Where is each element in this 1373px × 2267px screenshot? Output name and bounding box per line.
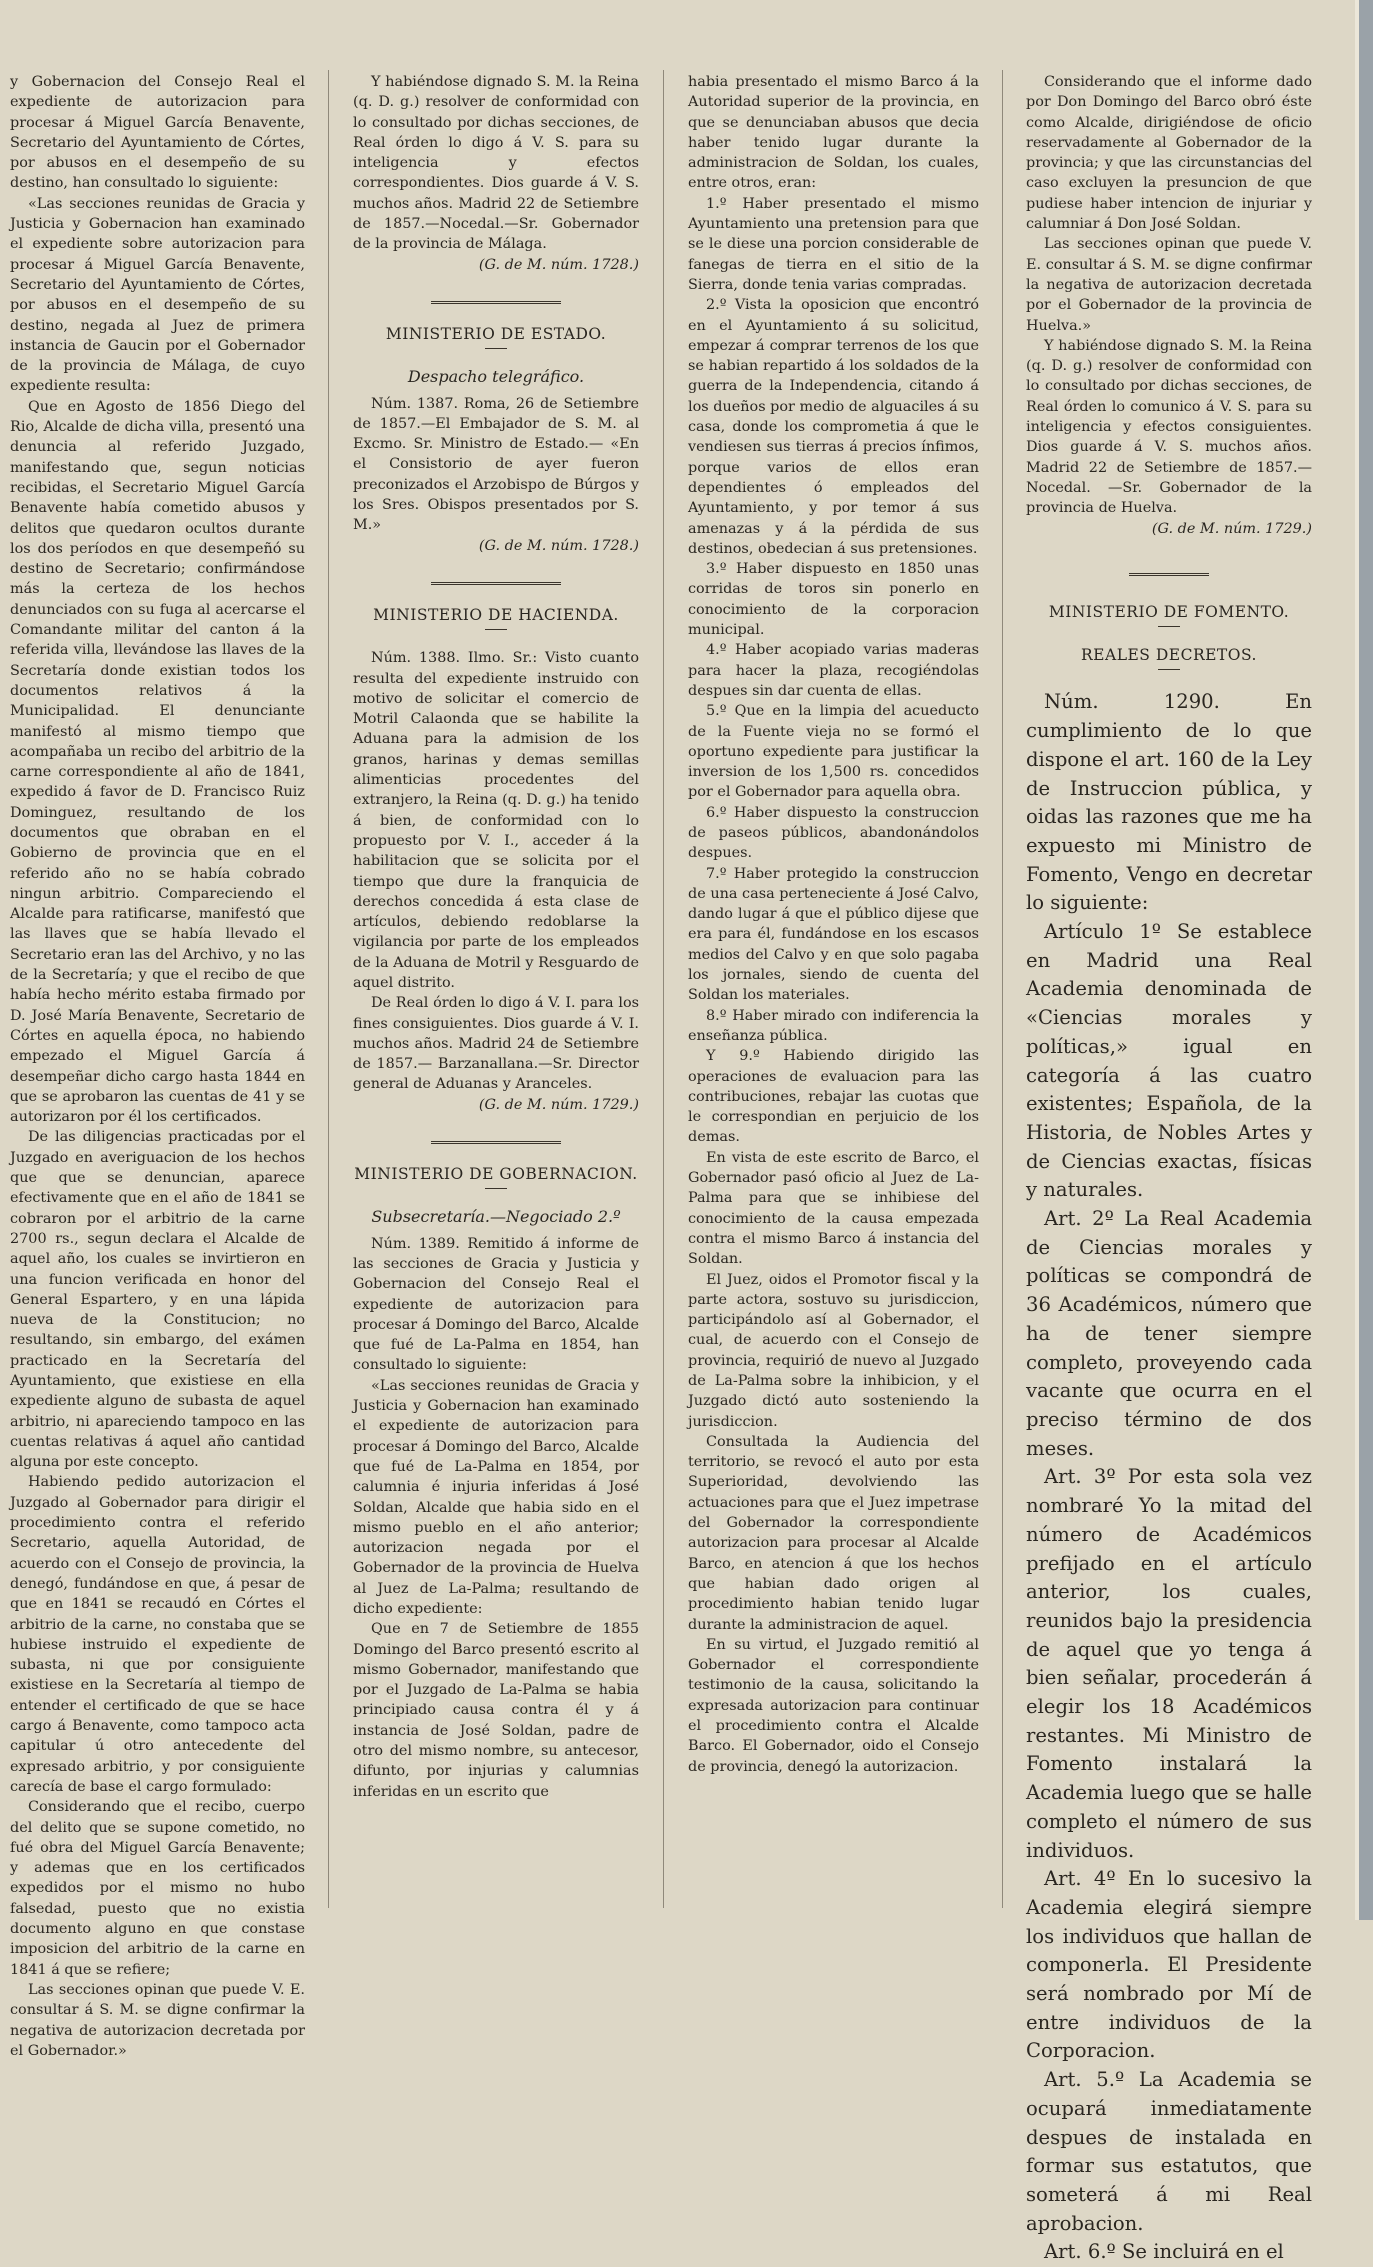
paragraph: 6.º Haber dispuesto la construccion de paseos públicos, abandonándolos despues. (688, 804, 979, 862)
paragraph: Art. 2º La Real Academia de Ciencias morales y políticas se compondrá de 36 Académicos, número que ha de tener siempre completo, proveyendo cada vacante que ocurra en el preciso término de dos meses. (1026, 1207, 1312, 1460)
heading-dash (1158, 669, 1180, 670)
scan-background-edge (1359, 0, 1373, 1920)
paragraph: De Real órden lo digo á V. I. para los fines consiguientes. Dios guarde á V. I. muchos años. Madrid 24 de Setiembre de 1857.— Barzanallana.—Sr. Director general de Aduanas y Aranceles. (353, 995, 639, 1093)
column-4 (1026, 72, 1312, 2264)
paragraph: Art. 4º En lo sucesivo la Academia elegirá siempre los individuos que hallan de componerla. El Presidente será nombrado por Mí de entre individuos de la Corporacion. (1026, 1867, 1312, 2063)
source-citation: (G. de M. núm. 1728.) (478, 537, 639, 554)
paragraph: 1.º Haber presentado el mismo Ayuntamiento una pretension para que se le diese una porcion considerable de fanegas de tierra en el sitio de la Sierra, donde tenia varias compradas. (688, 195, 979, 293)
column-1 (10, 72, 305, 2059)
heading-dash (485, 1188, 507, 1189)
paragraph: habia presentado el mismo Barco á la Autoridad superior de la provincia, en que se denunciaban abusos que decia haber tenido lugar durante la administracion de Soldan, los cuales, entre otros, eran: (688, 74, 979, 192)
paragraph: Art. 3º Por esta sola vez nombraré Yo la mitad del número de Académicos prefijado en el artículo anterior, los cuales, reunidos bajo la presidencia de aquel que yo tenga á bien señalar, procederán á elegir los 18 Académicos restantes. Mi Ministro de Fomento instalará la Academia luego que se halle completo el número de sus individuos. (1026, 1465, 1312, 1862)
paragraph: Núm. 1387. Roma, 26 de Setiembre de 1857.—El Embajador de S. M. al Excmo. Sr. Ministro de Estado.— «En el Consistorio de ayer fueron preconizados el Arzobispo de Búrgos y los Sres. Obispos presentados por S. M.» (353, 395, 639, 534)
paragraph: Habiendo pedido autorizacion el Juzgado al Gobernador para dirigir el procedimiento contra el referido Secretario, aquella Autoridad, de acuerdo con el Consejo de provincia, la denegó, fundándose en que, á pesar de que en 1841 se recaudó en Córtes el arbitrio de la carne, no constaba que se hubiese instruido el expediente de subasta, ni que por consiguiente existiese en la Secretaría al tiempo de entender el certificado de que se hace cargo á Benavente, como tampoco acta capitular ú otro antecedente del expresado arbitrio, y por consiguiente carecía de base el cargo formulado: (10, 1474, 305, 1795)
paragraph: Y habiéndose dignado S. M. la Reina (q. D. g.) resolver de conformidad con lo consultado por dichas secciones, de Real órden lo comunico á V. S. para su inteligencia y efectos consiguientes. Dios guarde á V. S. muchos años. Madrid 22 de Setiembre de 1857.—Nocedal. —Sr. Gobernador de la provincia de Huelva. (1026, 337, 1312, 517)
column-divider (1002, 70, 1003, 1908)
column-2 (353, 72, 639, 1912)
paragraph: En vista de este escrito de Barco, el Gobernador pasó oficio al Juez de La-Palma para que se inhibiese del conocimiento de la causa empezada contra el mismo Barco á instancia del Soldan. (688, 1149, 979, 1268)
section-rule (431, 582, 561, 585)
section-subheading: Despacho telegráfico. (407, 367, 585, 387)
paragraph: Núm. 1290. En cumplimiento de lo que dispone el art. 160 de la Ley de Instruccion pública, y oidas las razones que me ha expuesto mi Ministro de Fomento, Vengo en decretar lo siguiente: (1026, 690, 1312, 915)
heading-dash (485, 629, 507, 630)
paragraph: «Las secciones reunidas de Gracia y Justicia y Gobernacion han examinado el expediente de autorizacion para procesar á Domingo del Barco, Alcalde que fué de La-Palma en 1854, por calumnia é injuria inferidas á José Soldan, Alcalde que habia sido en el mismo pueblo en el año anterior; autorizacion negada por el Gobernador de la provincia de Huelva al Juez de La-Palma; resultando de dicho expediente: (353, 1377, 639, 1617)
section-rule (1129, 573, 1209, 576)
paragraph: Art. 6.º Se incluirá en el (1044, 2240, 1284, 2264)
paragraph: Considerando que el recibo, cuerpo del delito que se supone cometido, no fué obra del Miguel García Benavente; y ademas que en los certificados expedidos por el mismo no hubo falsedad, puesto que no existia documento alguno en que constase imposicion del arbitrio de la carne en 1841 á que se refiere; (10, 1799, 305, 1978)
paragraph: Consultada la Audiencia del territorio, se revocó el auto por esta Superioridad, devolviendo las actuaciones para que el Juez impetrase del Gobernador la correspondiente autorizacion para procesar al Alcalde Barco, en atencion á que los hechos que habian dado origen al procedimiento habian tenido lugar durante la administracion de aquel. (688, 1433, 979, 1633)
paragraph: «Las secciones reunidas de Gracia y Justicia y Gobernacion han examinado el expediente sobre autorizacion para procesar á Miguel García Benavente, Secretario del Ayuntamiento de Córtes, por abusos en el desempeño de su destino, negada al Juez de primera instancia de Gaucin por el Gobernador de la provincia de Málaga, de cuyo expediente resulta: (10, 195, 305, 395)
paragraph: Núm. 1389. Remitido á informe de las secciones de Gracia y Justicia y Gobernacion del Consejo Real el expediente de autorizacion para procesar á Domingo del Barco, Alcalde que fué de La-Palma en 1854, han consultado lo siguiente: (353, 1235, 639, 1374)
paragraph: 2.º Vista la oposicion que encontró en el Ayuntamiento á su solicitud, empezar á comprar terrenos de los que se habian repartido á los soldados de la guerra de la Independencia, citando á los dueños por medio de alguaciles á su casa, donde los comprometia á que le vendiesen sus tierras á precios ínfimos, porque varios de ellos eran dependientes ó empleados del Ayuntamiento, y por temor á sus amenazas y á la pérdida de sus destinos, obedecian á sus pretensiones. (688, 297, 979, 557)
column-3 (688, 72, 979, 1912)
paragraph: 8.º Haber mirado con indiferencia la enseñanza pública. (688, 1007, 979, 1044)
paragraph: El Juez, oidos el Promotor fiscal y la parte actora, sostuvo su jurisdiccion, participándolo así al Gobernador, el cual, de acuerdo con el Consejo de provincia, requirió de nuevo al Juzgado de La-Palma sobre la inhibicion, y el Juzgado dictó auto sosteniendo la jurisdiccion. (688, 1271, 979, 1430)
section-heading: MINISTERIO DE ESTADO. (385, 324, 607, 343)
source-citation: (G. de M. núm. 1728.) (478, 256, 639, 273)
heading-dash (485, 348, 507, 349)
heading-dash (1158, 626, 1180, 627)
paragraph: Considerando que el informe dado por Don Domingo del Barco obró éste como Alcalde, dirigiéndose de oficio reservadamente al Gobernador de la provincia; y que las circunstancias del caso excluyen la presuncion de que pudiese haber intencion de injuriar y calumniar á Don José Soldan. (1026, 74, 1312, 233)
paragraph: 5.º Que en la limpia del acueducto de la Fuente vieja no se formó el oportuno expediente para justificar la inversion de los 1,500 rs. concedidos por el Gobernador para aquella obra. (688, 703, 979, 801)
section-heading: MINISTERIO DE GOBERNACION. (354, 1165, 638, 1184)
paragraph: Que en Agosto de 1856 Diego del Rio, Alcalde de dicha villa, presentó una denuncia al referido Juzgado, manifestando que, segun noticias recibidas, el Secretario Miguel García Benavente había cometido abusos y delitos que quedaron ocultos durante los dos períodos en que desempeñó su destino de Secretario; confirmándose más la certeza de los hechos denunciados con su fuga al acercarse el Comandante militar del canton á la referida villa, llevándose las llaves de la Secretaría donde existian todos los documentos relativos á la Municipalidad. El denunciante manifestó al mismo tiempo que acompañaba un recibo del arbitrio de la carne correspondiente al año de 1841, expedido á favor de D. Francisco Ruiz Dominguez, resultando de los documentos que obraban en el Gobierno de provincia que en el referido año no se había cobrado ningun arbitrio. Compareciendo el Alcalde para ratificarse, manifestó que las llaves que se había llevado el Secretario eran las del Archivo, y no las de la Secretaría; y que el recibo de que había hecho mérito estaba firmado por D. José María Benavente, Secretario de Córtes en aquella época, no habiendo empezado el Miguel García á desempeñar dicho cargo hasta 1844 en que se aprobaron las cuentas de 41 y se autorizaron por él los certificados. (10, 398, 305, 1126)
source-citation: (G. de M. núm. 1729.) (1151, 520, 1312, 537)
section-heading: MINISTERIO DE FOMENTO. (1048, 602, 1290, 621)
section-rule (431, 1141, 561, 1144)
paragraph: 4.º Haber acopiado varias maderas para hacer la plaza, recogiéndolas despues sin dar cuenta de ellas. (688, 642, 979, 699)
paragraph: y Gobernacion del Consejo Real el expediente de autorizacion para procesar á Miguel García Benavente, Secretario del Ayuntamiento de Córtes, por abusos en el desempeño de su destino, han consultado lo siguiente: (10, 74, 305, 192)
paragraph: 7.º Haber protegido la construccion de una casa perteneciente á José Calvo, dando lugar á que el público dijese que era para él, fundándose en los escasos medios del Calvo y en que solo pagaba los jornales, siendo de cuenta del Soldan los materiales. (688, 865, 979, 1004)
paragraph: Art. 5.º La Academia se ocupará inmediatamente despues de instalada en formar sus estatutos, que someterá á mi Real aprobacion. (1026, 2068, 1312, 2235)
paragraph: Que en 7 de Setiembre de 1855 Domingo del Barco presentó escrito al mismo Gobernador, manifestando que por el Juzgado de La-Palma se habia principiado causa contra él y á instancia de José Soldan, padre de otro del mismo nombre, su antecesor, difunto, por injurias y calumnias inferidas en un escrito que (353, 1621, 639, 1800)
column-divider (663, 70, 664, 1908)
section-heading: MINISTERIO DE HACIENDA. (373, 605, 619, 624)
paragraph: 3.º Haber dispuesto en 1850 unas corridas de toros sin ponerlo en conocimiento de la corporacion municipal. (688, 561, 979, 639)
paragraph: De las diligencias practicadas por el Juzgado en averiguacion de los hechos que que se denuncian, aparece efectivamente que en el año de 1841 se cobraron por el arbitrio de la carne 2700 rs., segun declara el Alcalde de aquel año, los cuales se invirtieron en una funcion verificada en honor del General Espartero, y en una lápida nueva de la Constitucion; no resultando, sin embargo, del exámen practicado en la Secretaría del Ayuntamiento, que existiese en ella expediente alguno de subasta de aquel arbitrio, ni apareciendo tampoco en las cuentas relativas á aquel año cantidad alguna por este concepto. (10, 1129, 305, 1471)
paragraph: Las secciones opinan que puede V. E. consultar á S. M. se digne confirmar la negativa de autorizacion decretada por el Gobernador.» (10, 1981, 305, 2059)
paragraph: Y habiéndose dignado S. M. la Reina (q. D. g.) resolver de conformidad con lo consultado por dichas secciones, de Real órden lo digo á V. S. para su inteligencia y efectos correspondientes. Dios guarde á V. S. muchos años. Madrid 22 de Setiembre de 1857.—Nocedal.—Sr. Gobernador de la provincia de Málaga. (353, 74, 639, 253)
paragraph: En su virtud, el Juzgado remitió al Gobernador el correspondiente testimonio de la causa, solicitando la expresada autorizacion para continuar el procedimiento contra el Alcalde Barco. El Gobernador, oido el Consejo de provincia, denegó la autorizacion. (688, 1636, 979, 1775)
paragraph: Y 9.º Habiendo dirigido las operaciones de evaluacion para las contribuciones, rebajar las cuotas que le correspondian en perjuicio de los demas. (688, 1048, 979, 1146)
column-divider (328, 70, 329, 1908)
section-subheading: Subsecretaría.—Negociado 2.º (371, 1207, 621, 1227)
section-rule (431, 301, 561, 304)
paragraph: Las secciones opinan que puede V. E. consultar á S. M. se digne confirmar la negativa de autorizacion decretada por el Gobernador de la provincia de Huelva.» (1026, 236, 1312, 334)
section-heading: REALES DECRETOS. (1081, 646, 1257, 665)
source-citation: (G. de M. núm. 1729.) (478, 1096, 639, 1113)
paragraph: Núm. 1388. Ilmo. Sr.: Visto cuanto resulta del expediente instruido con motivo de solicitar el comercio de Motril Calaonda que se habilite la Aduana para la admision de los granos, harinas y demas semillas alimenticias procedentes del extranjero, la Reina (q. D. g.) ha tenido á bien, de conformidad con lo propuesto por V. I., acceder á la habilitacion que se solicita por el tiempo que dure la franquicia de derechos concedida á esta clase de artículos, debiendo redoblarse la vigilancia por parte de los empleados de la Aduana de Motril y Resguardo de aquel distrito. (353, 650, 639, 991)
paragraph: Artículo 1º Se establece en Madrid una Real Academia denominada de «Ciencias morales y políticas,» igual en categoría á las cuatro existentes; Española, de la Historia, de Nobles Artes y de Ciencias exactas, físicas y naturales. (1026, 920, 1312, 1202)
